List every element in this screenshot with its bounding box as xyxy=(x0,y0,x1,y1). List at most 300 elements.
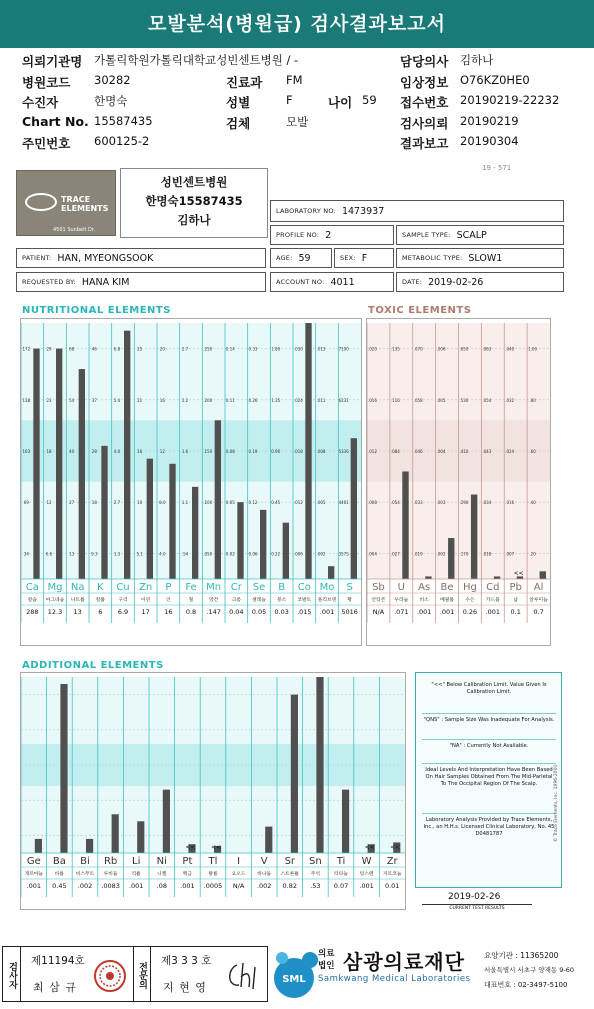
element-symbol: Al xyxy=(533,582,544,593)
stamp-doctor: 김하나 xyxy=(177,213,211,227)
account-value: 4011 xyxy=(330,276,355,288)
scale-tick-label: 1.00 xyxy=(528,346,538,352)
scale-tick-label: 0.45 xyxy=(271,500,281,506)
additional-chart xyxy=(21,673,405,909)
collector-value: 한명숙 xyxy=(94,94,128,108)
report-title: 모발분석(병원급) 검사결과보고서 xyxy=(0,0,594,48)
scale-tick-label: 6.6 xyxy=(45,551,53,557)
scale-tick-label: .20 xyxy=(529,551,536,557)
report-age-label: AGE: xyxy=(276,254,293,262)
scale-tick-label: 7100 xyxy=(338,346,349,352)
scale-tick-label: 0.33 xyxy=(248,346,258,352)
scale-tick-label: .043 xyxy=(482,449,492,454)
element-korean-name: 코발트 xyxy=(297,598,312,603)
element-symbol: B xyxy=(278,582,286,593)
sex-value: F xyxy=(286,93,293,107)
element-value: N/A xyxy=(372,608,385,616)
bar-K xyxy=(101,446,107,579)
element-value: .0005 xyxy=(203,882,223,890)
scale-tick-label: 0.11 xyxy=(225,397,235,403)
element-value: 0.7 xyxy=(533,608,544,616)
tei-oval-icon xyxy=(25,193,57,211)
element-symbol: Ca xyxy=(25,582,39,593)
element-korean-name: 황 xyxy=(347,598,352,603)
element-korean-name: 철 xyxy=(188,598,194,603)
institution-label: 의뢰기관명 xyxy=(22,54,83,69)
element-value: 0.8 xyxy=(185,608,197,616)
report-date-value: 20190304 xyxy=(460,134,519,148)
bar-Sn xyxy=(316,677,323,853)
profile-box xyxy=(270,225,394,245)
bar-Zn xyxy=(147,459,153,579)
receipt-no-value: 20190219-22232 xyxy=(460,93,560,107)
element-korean-name: 수은 xyxy=(465,598,475,603)
element-value: 12.3 xyxy=(47,608,63,616)
element-symbol: Mg xyxy=(47,582,63,593)
code-label: 병원코드 xyxy=(22,74,71,90)
bar-Ni xyxy=(163,790,170,853)
scale-tick-label: .050 xyxy=(203,551,213,557)
bar-Ba xyxy=(60,684,67,853)
age-value: 59 xyxy=(362,93,377,107)
scale-tick-label: .54 xyxy=(181,551,189,557)
scale-tick-label: .003 xyxy=(436,500,446,506)
logo-text: TRACE ELEMENTS xyxy=(61,195,109,213)
additional-heading: ADDITIONAL ELEMENTS xyxy=(22,660,164,671)
note-below-calibration: "<<" Below Calibration Limit. Value Given Is Calibration Limit. xyxy=(431,682,547,695)
element-value: 0.26 xyxy=(462,608,478,616)
scale-tick-label: 0.14 xyxy=(225,346,235,352)
report-date-label: 결과보고 xyxy=(400,136,449,151)
element-korean-name: 티타늄 xyxy=(334,872,348,877)
bar-Rb xyxy=(112,814,119,853)
scale-tick-label: .024 xyxy=(505,449,515,454)
element-value: 5016 xyxy=(341,608,358,616)
scale-tick-label: 21 xyxy=(137,397,143,403)
element-korean-name: 칼륨 xyxy=(95,598,105,603)
scale-tick-label: .034 xyxy=(482,500,492,506)
element-korean-name: 니켈 xyxy=(157,872,167,877)
element-value: 0.03 xyxy=(274,608,289,616)
bar-V xyxy=(265,827,272,853)
trace-elements-logo xyxy=(16,170,116,236)
scale-tick-label: 1.1 xyxy=(181,500,189,506)
scale-tick-label: .024 xyxy=(293,397,303,403)
metabolic-value: SLOW1 xyxy=(468,252,503,264)
collector-label: 수진자 xyxy=(22,95,59,110)
element-symbol: Tl xyxy=(208,856,218,867)
scale-tick-label: .200 xyxy=(203,397,213,403)
report-age-value: 59 xyxy=(298,252,311,264)
date-value: 2019-02-26 xyxy=(428,276,484,288)
note-lab-license: Laboratory Analysis Provided by Trace Elements, Inc., an H.H.s. Licensed Clinical Laboratory, No. 45 D0481787 xyxy=(422,813,556,838)
bar-Ca xyxy=(33,349,39,579)
scale-tick-label: .018 xyxy=(293,449,303,454)
sample-box xyxy=(396,225,564,245)
element-symbol: Li xyxy=(132,856,141,867)
element-symbol: Ba xyxy=(52,856,66,867)
scale-tick-label: .030 xyxy=(293,346,303,352)
element-symbol: As xyxy=(418,582,431,593)
scale-tick-label: 16 xyxy=(137,449,143,454)
bar-Se xyxy=(260,510,266,579)
element-korean-name: 지르코늄 xyxy=(382,872,402,877)
element-korean-name: 알루미늄 xyxy=(529,598,548,603)
element-korean-name: 비스무트 xyxy=(75,872,95,877)
result-date: 2019-02-26 xyxy=(448,892,501,902)
scale-tick-label: .016 xyxy=(505,500,515,506)
element-korean-name: 리튬 xyxy=(131,872,141,877)
element-symbol: Mn xyxy=(206,582,222,593)
result-date-caption: CURRENT TEST RESULTS xyxy=(422,904,532,911)
additional-panel xyxy=(20,672,406,910)
sex-label: 성별 xyxy=(226,95,251,110)
scale-tick-label: .005 xyxy=(436,397,446,403)
scale-tick-label: 27 xyxy=(69,500,75,506)
clinical-value: O76KZ0HE0 xyxy=(460,72,530,87)
scale-tick-label: 10 xyxy=(137,500,143,506)
scale-tick-label: .054 xyxy=(390,500,400,506)
bar-Hg xyxy=(471,495,477,579)
scale-tick-label: 28 xyxy=(91,449,97,454)
scale-tick-label: 1.3 xyxy=(113,551,121,557)
bar-Sr xyxy=(291,695,298,853)
bar-P xyxy=(169,464,175,579)
code-value: 30282 xyxy=(94,72,131,87)
element-value: 0.82 xyxy=(282,882,298,890)
scale-tick-label: .40 xyxy=(529,500,536,506)
signature-box xyxy=(2,946,268,1002)
element-value: 0.05 xyxy=(251,608,267,616)
scale-tick-label: 0.90 xyxy=(271,449,281,454)
patient-info xyxy=(22,52,582,155)
sample-label: SAMPLE TYPE: xyxy=(402,231,451,239)
bar-Al xyxy=(540,571,546,579)
element-korean-name: 요오드 xyxy=(231,872,246,877)
profile-label: PROFILE NO: xyxy=(276,231,320,239)
element-value: 13 xyxy=(73,608,82,616)
element-korean-name: 카드뮴 xyxy=(485,598,500,603)
scale-tick-label: 0.19 xyxy=(248,449,258,454)
bar-Mn xyxy=(215,420,221,579)
flag-label: << xyxy=(210,844,222,851)
scale-tick-label: 0.26 xyxy=(248,397,258,403)
element-symbol: Hg xyxy=(463,582,477,593)
scale-tick-label: .040 xyxy=(505,346,515,352)
element-value: 0.04 xyxy=(229,608,244,616)
element-korean-name: 납 xyxy=(513,598,519,603)
element-symbol: Ti xyxy=(336,856,346,867)
element-value: 288 xyxy=(26,608,39,616)
scale-tick-label: 0.02 xyxy=(225,551,235,557)
element-value: 0.1 xyxy=(510,608,521,616)
scale-tick-label: .013 xyxy=(316,346,326,352)
specimen-value: 모발 xyxy=(286,114,309,129)
bar-Ge xyxy=(35,839,42,853)
bar-Mg xyxy=(56,349,62,579)
sml-logo-text: SML xyxy=(282,974,306,985)
scale-tick-label: 0.06 xyxy=(248,551,258,557)
scale-tick-label: .008 xyxy=(367,500,377,506)
element-symbol: Fe xyxy=(185,582,197,593)
note-qns: "QNS" : Sample Size Was Inadequate For Analysis. xyxy=(422,713,556,724)
element-value: .001 xyxy=(319,608,335,616)
bar-Bi xyxy=(86,839,93,853)
toxic-heading: TOXIC ELEMENTS xyxy=(368,305,472,316)
specimen-label: 검체 xyxy=(226,115,251,131)
nutritional-heading: NUTRITIONAL ELEMENTS xyxy=(22,305,171,316)
date-box xyxy=(396,272,564,292)
element-value: .001 xyxy=(485,608,501,616)
scale-tick-label: 12 xyxy=(159,449,165,454)
scale-tick-label: .012 xyxy=(367,449,377,454)
element-symbol: K xyxy=(97,582,104,593)
scale-tick-label: .027 xyxy=(390,551,400,557)
element-korean-name: 마그네슘 xyxy=(45,598,65,603)
element-korean-name: 안티몬 xyxy=(371,598,386,603)
element-korean-name: 몰리브덴 xyxy=(317,598,337,603)
element-value: .071 xyxy=(394,608,409,616)
element-symbol: Sr xyxy=(284,856,296,867)
element-symbol: Ni xyxy=(156,856,167,867)
element-symbol: Co xyxy=(297,582,311,593)
scale-tick-label: 54 xyxy=(69,397,75,403)
scale-tick-label: 8.0 xyxy=(159,500,166,506)
nutritional-chart xyxy=(21,319,361,645)
element-korean-name: 주석 xyxy=(310,872,321,877)
stamp-patient: 한명숙15587435 xyxy=(145,194,243,208)
scale-tick-label: 16 xyxy=(159,397,165,403)
handwritten-note: 19 - 571 xyxy=(482,164,512,172)
bar-Cr xyxy=(237,502,243,579)
flag-label: << xyxy=(185,844,196,851)
chart-label: Chart No. xyxy=(22,113,89,129)
scale-tick-label: .002 xyxy=(436,551,446,557)
element-symbol: Cd xyxy=(486,582,500,593)
report-sex-value: F xyxy=(361,252,368,264)
age-label: 나이 xyxy=(328,95,353,110)
scale-tick-label: 5.4 xyxy=(113,397,121,403)
org-phone: 대표번호 : 02-3497-5100 xyxy=(484,981,568,989)
date-label: DATE: xyxy=(402,278,423,286)
scale-tick-label: .410 xyxy=(459,449,469,454)
scale-tick-label: .011 xyxy=(316,397,326,403)
element-symbol: U xyxy=(397,582,405,593)
element-symbol: P xyxy=(165,582,172,593)
doctor-value: 김하나 xyxy=(460,53,494,67)
specialist-label: 전문의 xyxy=(133,947,151,1001)
scale-tick-label: 37 xyxy=(91,397,97,403)
scale-tick-label: .290 xyxy=(459,500,469,506)
scale-tick-label: 4.0 xyxy=(113,449,121,454)
element-symbol: Sn xyxy=(309,856,322,867)
element-korean-name: 우라늄 xyxy=(394,598,409,603)
scale-tick-label: .006 xyxy=(293,551,303,557)
scale-tick-label: 18 xyxy=(91,500,97,506)
org-english: Samkwang Medical Laboratories xyxy=(318,974,471,984)
metabolic-box xyxy=(396,248,564,268)
bar-Co xyxy=(305,323,311,579)
scale-tick-label: 29 xyxy=(46,346,52,352)
bar-Na xyxy=(79,369,85,579)
footer xyxy=(0,940,594,1009)
examiner-license: 제11194호 xyxy=(31,955,85,967)
element-value: .001 xyxy=(416,608,432,616)
sml-logo-icon xyxy=(270,948,320,1000)
element-value: 0.01 xyxy=(384,882,400,890)
requested-box xyxy=(16,272,266,292)
chart-value: 15587435 xyxy=(94,113,153,128)
element-value: .147 xyxy=(206,608,221,616)
scale-tick-label: 6231 xyxy=(338,397,349,403)
bar-B xyxy=(283,523,289,579)
scale-tick-label: .020 xyxy=(367,346,377,352)
report-sex-label: SEX: xyxy=(340,254,356,262)
scale-tick-label: .016 xyxy=(367,397,377,403)
element-korean-name: 구리 xyxy=(118,598,128,603)
element-korean-name: 비소 xyxy=(419,598,429,603)
element-symbol: Zn xyxy=(139,582,153,593)
scale-tick-label: .135 xyxy=(390,346,400,352)
element-korean-name: 베릴륨 xyxy=(440,598,455,603)
scale-tick-label: 2.7 xyxy=(113,500,121,506)
element-value: .001 xyxy=(359,882,374,890)
scale-tick-label: .100 xyxy=(203,500,213,506)
rrn-label: 주민번호 xyxy=(22,136,71,151)
scale-tick-label: .019 xyxy=(413,551,423,557)
dept-label: 진료과 xyxy=(226,74,263,90)
element-symbol: Bi xyxy=(80,856,90,867)
element-korean-name: 백금 xyxy=(182,872,193,877)
scale-tick-label: 68 xyxy=(69,346,75,352)
doctor-label: 담당의사 xyxy=(400,54,449,69)
bar-Mo xyxy=(328,566,334,579)
metabolic-label: METABOLIC TYPE: xyxy=(402,254,463,262)
element-symbol: Be xyxy=(440,582,454,593)
element-value: 17 xyxy=(141,608,150,616)
scale-tick-label: .063 xyxy=(482,346,492,352)
element-value: .001 xyxy=(439,608,455,616)
scale-tick-label: .116 xyxy=(390,397,400,403)
rrn-value: 600125-2 xyxy=(94,134,150,148)
scale-tick-label: 25 xyxy=(137,346,143,352)
toxic-panel xyxy=(366,318,551,646)
scale-tick-label: .006 xyxy=(436,346,446,352)
scale-tick-label: .650 xyxy=(459,346,469,352)
scale-tick-label: 40 xyxy=(69,449,75,454)
note-na: "NA" : Currently Not Available. xyxy=(422,739,556,750)
element-korean-name: 나트륨 xyxy=(70,598,85,603)
element-value: 6.9 xyxy=(117,608,129,616)
element-symbol: Zr xyxy=(386,856,398,867)
copyright: © Trace Elements, Inc. 1996-2000 xyxy=(554,764,559,842)
element-symbol: I xyxy=(237,856,241,867)
bar-Li xyxy=(137,821,144,853)
scale-tick-label: 103 xyxy=(22,449,31,454)
element-value: 16 xyxy=(164,608,173,616)
element-korean-name: 아연 xyxy=(141,598,151,603)
element-value: .015 xyxy=(297,608,312,616)
lab-no-label: LABORATORY NO: xyxy=(276,207,336,215)
scale-tick-label: 46 xyxy=(91,346,97,352)
nutritional-panel xyxy=(20,318,362,646)
account-box xyxy=(270,272,394,292)
account-label: ACCOUNT NO: xyxy=(276,278,325,286)
scale-tick-label: .004 xyxy=(436,449,446,454)
element-value: .001 xyxy=(26,882,42,890)
element-symbol: Pb xyxy=(509,582,522,593)
flag-label: << xyxy=(513,570,524,577)
bar-Cu xyxy=(124,331,130,579)
element-value: .53 xyxy=(310,882,321,890)
scale-tick-label: .150 xyxy=(203,449,213,454)
scale-tick-label: 5336 xyxy=(338,449,349,454)
scale-tick-label: .084 xyxy=(390,449,400,454)
scale-tick-label: 9.3 xyxy=(91,551,98,557)
lab-no-value: 1473937 xyxy=(341,205,385,217)
element-korean-name: 칼슘 xyxy=(27,598,37,603)
scale-tick-label: 4461 xyxy=(338,500,349,506)
scale-tick-label: .046 xyxy=(413,449,423,454)
toxic-chart xyxy=(367,319,550,645)
scale-tick-label: .012 xyxy=(293,500,303,506)
flag-label: << xyxy=(364,844,375,851)
stamp-hospital: 성빈센트병원 xyxy=(160,175,228,189)
scale-tick-label: .004 xyxy=(367,551,377,557)
note-ideal-levels: Ideal Levels And Interpretation Have Been Based On Hair Samples Obtained From The Mid-Parietal To The Occipital Region Of The Scalp. xyxy=(422,763,556,788)
scale-tick-label: 1.80 xyxy=(271,346,281,352)
specialist-license: 제3 3 3 호 xyxy=(161,955,212,967)
request-date-label: 검사의뢰 xyxy=(400,115,449,131)
scale-tick-label: 20 xyxy=(159,346,165,352)
patient-value: HAN, MYEONGSOOK xyxy=(57,252,154,264)
scale-tick-label: .007 xyxy=(505,551,515,557)
element-korean-name: 망간 xyxy=(209,598,219,603)
element-value: .001 xyxy=(128,882,144,890)
scale-tick-label: 13 xyxy=(69,551,75,557)
scale-tick-label: .070 xyxy=(413,346,423,352)
scale-tick-label: 12 xyxy=(46,500,52,506)
patient-box xyxy=(16,248,266,268)
element-symbol: Cu xyxy=(116,582,130,593)
receipt-no-label: 접수번호 xyxy=(400,95,449,110)
element-value: 0.45 xyxy=(52,882,67,890)
bar-Fe xyxy=(192,487,198,579)
bar-Ti xyxy=(342,790,349,853)
specialist-signature-icon xyxy=(223,957,263,993)
element-value: .0083 xyxy=(101,882,120,890)
scale-tick-label: 2.2 xyxy=(181,397,189,403)
element-symbol: Sb xyxy=(372,582,385,593)
scale-tick-label: .058 xyxy=(413,397,423,403)
scale-tick-label: 138 xyxy=(22,397,31,403)
patient-label: PATIENT: xyxy=(22,254,52,262)
scale-tick-label: 23 xyxy=(46,397,52,403)
element-symbol: Ge xyxy=(26,856,41,867)
requested-value: HANA KIM xyxy=(81,276,130,288)
element-korean-name: 게르마늄 xyxy=(24,872,44,877)
scale-tick-label: .250 xyxy=(203,346,213,352)
element-symbol: Mo xyxy=(319,582,335,593)
bar-S xyxy=(351,438,357,579)
scale-tick-label: 0.22 xyxy=(271,551,281,557)
element-korean-name: 바륨 xyxy=(54,872,65,877)
scale-tick-label: .60 xyxy=(529,449,536,454)
element-symbol: S xyxy=(346,582,353,593)
sample-value: SCALP xyxy=(456,229,487,241)
scale-tick-label: 1.35 xyxy=(271,397,281,403)
profile-value: 2 xyxy=(325,229,332,241)
